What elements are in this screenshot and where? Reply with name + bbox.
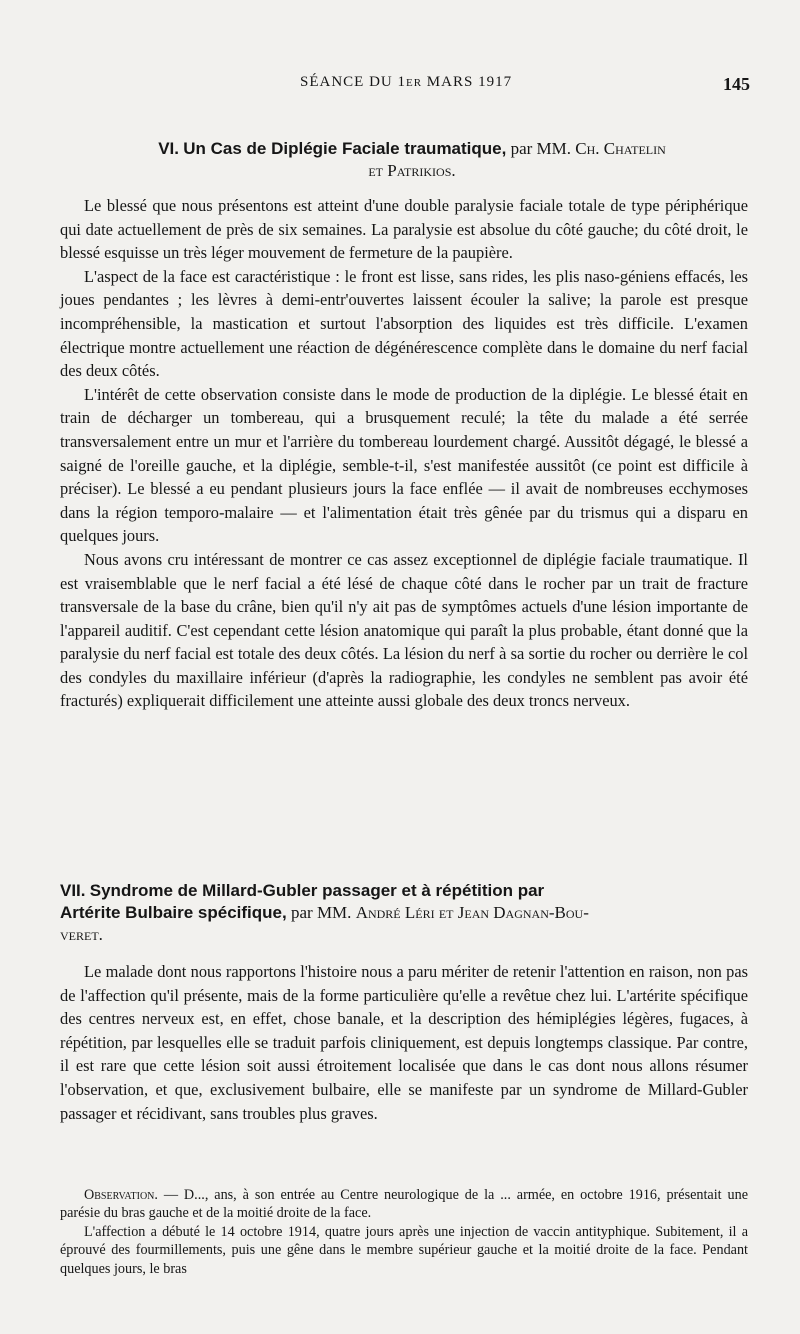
article-vi-body — [60, 194, 748, 713]
paragraph: Le malade dont nous rapportons l'histoire nous a paru mériter de retenir l'attention en raison, non pas de l'affection qu'il présente, mais de la forme particulière qu'elle a revêtue chez lui. L'artérite spécifique des centres nerveux est, en effet, chose banale, et la description des hémiplégies légères, fugaces, à répétition, par lesquelles elle se traduit parfois cliniquement, est depuis longtemps classique. Par contre, il est rare que cette lésion soit aussi étroitement localisée que dans le cas dont nous allons résumer l'observation, et que, exclusivement bulbaire, elle se manifeste par un syndrome de Millard-Gubler passager et récidivant, sans troubles plus graves. — [60, 962, 748, 1123]
article-vi-authors-line1: Ch. Chatelin — [575, 139, 666, 158]
article-vii-authors-line2: veret. — [60, 925, 103, 944]
article-vii-title-line1: Syndrome de Millard-Gubler passager et à répétition par — [89, 881, 545, 900]
observation-paragraph: L'affection a débuté le 14 octobre 1914, quatre jours après une injection de vaccin antityphique. Subitement, il a éprouvé des fourmillements, puis une gêne dans le membre supérieur gauche et la moitié droite de la face. Pendant quelques jours, le bras — [60, 1223, 748, 1277]
article-vi-title-text: Un Cas de Diplégie Faciale traumatique, — [183, 139, 507, 158]
article-vii-title-line2: Artérite Bulbaire spécifique, — [60, 903, 287, 922]
article-vi-by: par MM. — [510, 139, 572, 158]
paragraph: L'intérêt de cette observation consiste dans le mode de production de la diplégie. Le blessé était en train de décharger un tombereau, qui a brusquement reculé; la tête du malade a été serrée transversalement entre un mur et l'arrière du tombereau lourdement chargé. Aussitôt dégagé, le blessé a saigné de l'oreille gauche, et la diplégie, semble-t-il, s'est manifestée aussitôt (ce point est difficile à préciser). Le blessé a eu pendant plusieurs jours la face enflée — il avait de nombreuses ecchymoses dans la région temporo-malaire — et l'alimentation était très gênée par du trismus qui a disparu en quelques jours. — [60, 384, 748, 546]
article-vii-authors-line1: André Léri et Jean Dagnan-Bou- — [355, 903, 589, 922]
observation-block — [60, 1186, 748, 1278]
article-vi-authors-line2: et Patrikios. — [368, 161, 456, 180]
article-vi-title — [62, 138, 762, 182]
paragraph: Le blessé que nous présentons est atteint d'une double paralysie faciale totale de type périphérique qui date actuellement de près de six semaines. La paralysie est absolue du côté gauche; du côté droit, le blessé esquisse un très léger mouvement de fermeture de la paupière. — [60, 196, 748, 263]
observation-label: Observation. — [84, 1187, 158, 1203]
running-title: SÉANCE DU 1er MARS 1917 — [300, 74, 513, 90]
paragraph: L'aspect de la face est caractéristique : le front est lisse, sans rides, les plis naso-géniens effacés, les joues pendantes ; les lèvres à demi-entr'ouvertes laissent écouler la salive; la parole est presque incompréhensible, la mastication et surtout l'absorption des liquides est très difficile. L'examen électrique montre actuellement une réaction de dégénérescence complète dans le domaine du nerf facial des deux côtés. — [60, 266, 748, 381]
article-vii-title — [60, 880, 760, 946]
article-vii-body — [60, 960, 748, 1125]
article-vii-by: par MM. — [290, 903, 352, 922]
article-vii-number: VII. — [60, 881, 86, 900]
page-header — [60, 74, 760, 102]
observation-text: — D..., ans, à son entrée au Centre neurologique de la ... armée, en octobre 1916, présentait une parésie du bras gauche et de la moitié droite de la face. — [60, 1187, 748, 1222]
observation-paragraph — [60, 1186, 748, 1223]
page-number: 145 — [723, 74, 750, 94]
article-vi-number: VI. — [158, 139, 179, 158]
paragraph: Nous avons cru intéressant de montrer ce cas assez exceptionnel de diplégie faciale traumatique. Il est vraisemblable que le nerf facial a été lésé de chaque côté dans le rocher par un trait de fracture transversale de la base du crâne, bien qu'il n'y ait pas de symptômes actuels d'une lésion importante de l'appareil auditif. C'est cependant cette lésion anatomique qui paraît la plus probable, étant donné que la paralysie du nerf facial est totale des deux côtés. La lésion du nerf à sa sortie du rocher ou derrière le col des condyles du maxillaire inférieur (d'après la radiographie, les condyles ne semblent pas avoir été fracturés) expliquerait difficilement une atteinte aussi globale des deux troncs nerveux. — [60, 549, 748, 711]
